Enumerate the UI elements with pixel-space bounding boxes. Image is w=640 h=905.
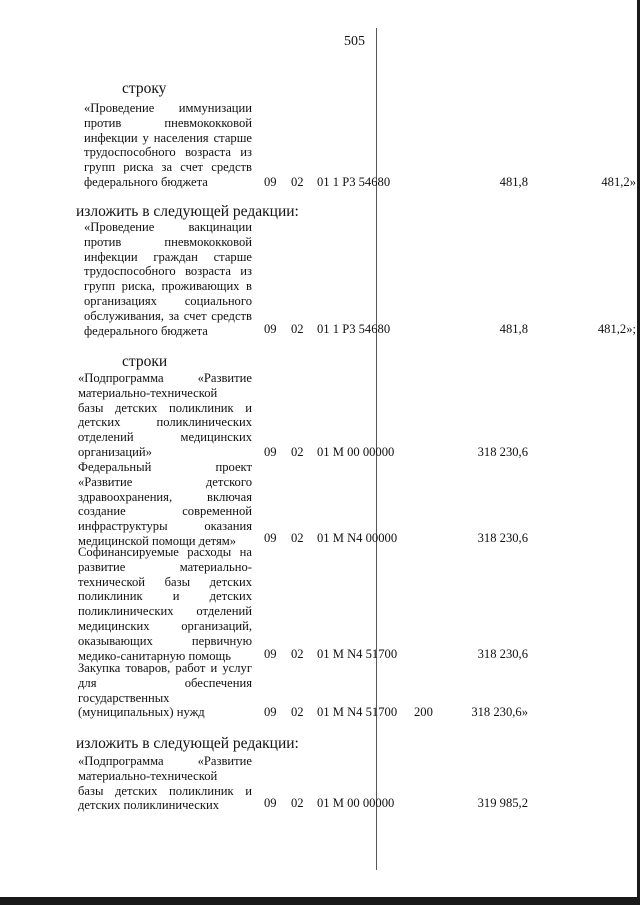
description-line: поликлиник и детских [78,589,252,604]
section-code: 09 [264,705,277,719]
description-line: Закупка товаров, работ и услуг [78,661,252,675]
amount-year-1: 481,8 [499,322,528,336]
description-line: медицинских организаций, [78,618,252,633]
description-line: медико-санитарную помощь [78,648,231,663]
description-line: базы детских поликлиник и [78,783,252,798]
description-line: поликлинических отделений [78,604,252,619]
target-article-code: 01 М N4 51700 [317,705,398,719]
expense-type-code: 200 [414,705,433,719]
row-description [78,661,252,720]
row-description [84,101,252,190]
description-line: для обеспечения [78,675,252,690]
section-code: 09 [264,322,277,336]
description-line: здравоохранения, включая [78,489,252,504]
row-description [78,545,252,663]
target-article-code: 01 1 Р3 54680 [317,175,391,189]
section-heading: строку [122,80,167,97]
section-heading: изложить в следующей редакции: [76,203,299,220]
amount-year-1: 481,8 [499,175,528,189]
subsection-code: 02 [291,445,304,459]
subsection-code: 02 [291,796,304,810]
description-line: создание современной [78,504,252,519]
description-line: медицинской помощи детям» [78,533,237,548]
section-code: 09 [264,175,277,189]
description-line: федерального бюджета [84,174,208,189]
description-line: Софинансируемые расходы на [78,545,252,559]
description-line: технической базы детских [78,574,252,589]
amount-year-1: 318 230,6» [471,705,528,719]
subsection-code: 02 [291,531,304,545]
target-article-code: 01 М N4 51700 [317,647,398,661]
description-line: детских поликлинических [78,798,220,813]
amount-year-1: 318 230,6 [477,445,528,459]
description-line: отделений медицинских [78,430,252,445]
description-line: против пневмококковой [84,234,252,249]
description-line: Федеральный проект [78,460,252,474]
description-line: государственных [78,690,170,705]
description-line: «Развитие детского [78,474,252,489]
section-code: 09 [264,531,277,545]
row-description [78,754,252,813]
amount-year-1: 318 230,6 [477,531,528,545]
section-heading: изложить в следующей редакции: [76,735,299,752]
description-line: организаций» [78,444,152,459]
page-edge-bottom [0,897,640,905]
row-description [84,220,252,338]
subsection-code: 02 [291,322,304,336]
target-article-code: 01 М N4 00000 [317,531,398,545]
description-line: «Проведение иммунизации [84,101,252,115]
description-line: федерального бюджета [84,323,208,338]
description-line: инфекции граждан старше [84,249,252,264]
description-line: против пневмококковой [84,115,252,130]
description-line: развитие материально- [78,559,252,574]
description-line: трудоспособного возраста из [84,264,252,279]
section-code: 09 [264,796,277,810]
amount-year-2: 481,2»; [597,322,636,336]
section-code: 09 [264,647,277,661]
page-number: 505 [344,34,365,49]
subsection-code: 02 [291,175,304,189]
description-line: инфраструктуры оказания [78,519,252,534]
subsection-code: 02 [291,647,304,661]
amount-year-2: 481,2» [601,175,636,189]
section-heading: строки [122,353,168,370]
amount-year-1: 319 985,2 [477,796,528,810]
subsection-code: 02 [291,705,304,719]
description-line: (муниципальных) нужд [78,705,205,720]
row-description [78,371,252,460]
description-line: организациях социального [84,293,252,308]
target-article-code: 01 1 Р3 54680 [317,322,391,336]
section-code: 09 [264,445,277,459]
description-line: групп риска, проживающих в [84,279,252,294]
description-line: материально-технической [78,385,218,400]
description-line: «Подпрограмма «Развитие [78,371,252,385]
description-line: «Подпрограмма «Развитие [78,754,252,768]
target-article-code: 01 М 00 00000 [317,796,395,810]
description-line: детских поликлинических [78,415,252,430]
description-line: материально-технической [78,768,218,783]
description-line: инфекции у населения старше [84,130,252,145]
description-line: групп риска за счет средств [84,160,252,175]
amount-year-1: 318 230,6 [477,647,528,661]
description-line: «Проведение вакцинации [84,220,252,234]
description-line: обслуживания, за счет средств [84,308,252,323]
row-description [78,460,252,549]
description-line: базы детских поликлиник и [78,400,252,415]
target-article-code: 01 М 00 00000 [317,445,395,459]
description-line: трудоспособного возраста из [84,145,252,160]
description-line: оказывающих первичную [78,633,252,648]
